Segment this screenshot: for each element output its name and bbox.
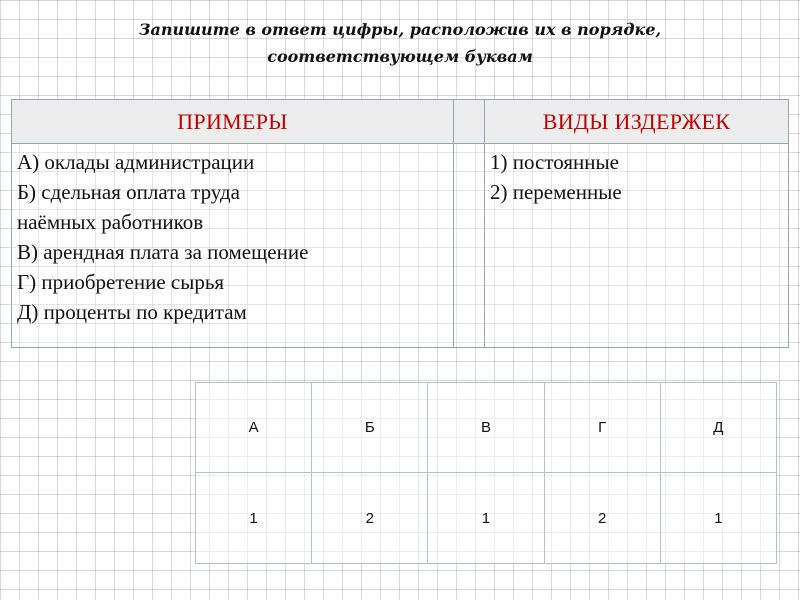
answer-letter-cell: Б bbox=[312, 383, 428, 473]
answer-digit-cell: 1 bbox=[660, 473, 776, 564]
cost-type-fixed: 1) постоянные bbox=[490, 150, 619, 174]
example-b-continued: наёмных работников bbox=[17, 210, 204, 234]
answer-letter-cell: А bbox=[196, 383, 312, 473]
answer-letters-row bbox=[196, 383, 777, 473]
header-spacer bbox=[454, 100, 485, 144]
task-heading-line-1: Запишите в ответ цифры, расположив их в порядке, bbox=[138, 20, 662, 39]
matching-table-header-row bbox=[12, 100, 789, 144]
header-examples: ПРИМЕРЫ bbox=[12, 100, 454, 144]
answer-digit-cell: 1 bbox=[428, 473, 544, 564]
answer-digit-cell: 1 bbox=[196, 473, 312, 564]
answer-digits-row bbox=[196, 473, 777, 564]
cost-type-variable: 2) переменные bbox=[490, 180, 622, 204]
answer-letter-cell: Г bbox=[544, 383, 660, 473]
task-heading bbox=[40, 16, 760, 70]
example-g: Г) приобретение сырья bbox=[17, 270, 225, 294]
examples-cell bbox=[12, 144, 454, 348]
header-cost-types: ВИДЫ ИЗДЕРЖЕК bbox=[485, 100, 789, 144]
matching-table-body-row bbox=[12, 144, 789, 348]
matching-table bbox=[11, 99, 789, 348]
example-a: А) оклады администрации bbox=[17, 150, 255, 174]
example-v: В) арендная плата за помещение bbox=[17, 240, 309, 264]
example-d: Д) проценты по кредитам bbox=[17, 300, 247, 324]
task-heading-line-2: соответствующем буквам bbox=[267, 47, 533, 66]
example-b: Б) сдельная оплата труда bbox=[17, 180, 240, 204]
answer-digit-cell: 2 bbox=[312, 473, 428, 564]
answer-table bbox=[195, 382, 777, 564]
cost-types-cell bbox=[485, 144, 789, 348]
answer-letter-cell: В bbox=[428, 383, 544, 473]
answer-letter-cell: Д bbox=[660, 383, 776, 473]
spacer-cell bbox=[454, 144, 485, 348]
answer-digit-cell: 2 bbox=[544, 473, 660, 564]
